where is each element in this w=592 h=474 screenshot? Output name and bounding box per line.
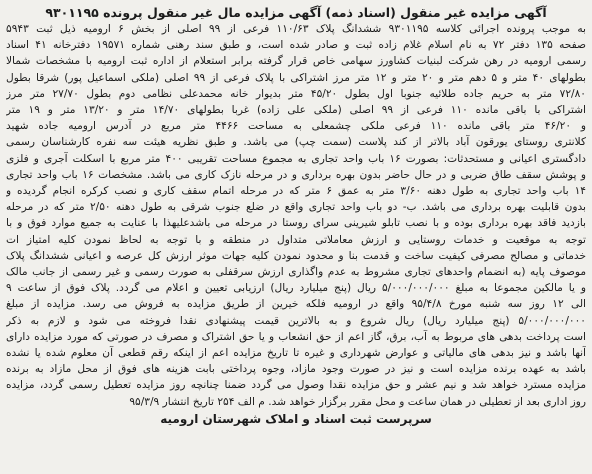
notice-line: خدماتی و مصالح مصرفی کیفیت ساخت و قدمت بنا و محدود نمودن کلیه جهات موثر ارزش کل عرصه و اعیانی ششدانگ پلاک	[6, 249, 586, 262]
notice-line: آنها باشد و نیز بدهی های مالیاتی و عوارض شهرداری و غیره تا تاریخ مزایده اعم از اینکه رقم قطعی آن معلوم شده یا نشده	[6, 347, 586, 360]
notice-line: ۵/۰۰۰/۰۰۰/۰۰۰ (پنج میلیارد ریال) ریال شروع و به بالاترین قیمت پیشنهادی نقدا فروخته می شود و لازم به ذکر	[6, 314, 586, 327]
notice-line: صفحه ۱۳۵ دفتر ۷۲ به نام اسلام غلام زاده ثبت و صادر شده است، و طبق سند رهنی شماره ۱۹۵۷۱ دفترخانه ۴۱ اسناد	[6, 39, 586, 52]
notice-line: رسمی ارومیه در رهن شرکت لبنیات کشاورز سهامی خاص قرار گرفته برابر استعلام از اداره ثبت ارومیه با مشخصات شمالا	[6, 55, 586, 68]
notice-line: اشتراکی با باقی مانده ۱۱۰ فرعی از ۹۹ اصلی (ملکی علی زاده) غربا بطولهای ۱۴/۷۰ متر و ۱۳/۲۰ متر و ۱۹ متر	[6, 104, 586, 117]
notice-line: بدون قابلیت بهره برداری می باشد. ب- دو باب واحد تجاری واقع در ضلع جنوب شرقی به طول دهنه ۲/۵۰ متر که در مرحله	[6, 201, 586, 214]
notice-line: دادگستری اعیانی و مستحدثات: بصورت ۱۶ باب واحد تجاری به مجموع مساحت تقریبی ۴۰۰ متر مربع با اسکلت آجری و فلزی	[6, 152, 586, 165]
notice-line: ۷۲/۸۰ متر به حریم جاده طلائیه جنوبا اول بطول ۴۵/۲۰ متر بدیوار خانه محمدعلی نظامی دوم بطول ۲۷/۷۰ متر مرز	[6, 87, 586, 100]
notice-line: بطولهای ۴۰ متر و ۵ دهم متر و ۲۰ متر و ۱۲ متر مرز اشتراکی با پلاک فرعی از ۹۹ اصلی (ملکی اسماعیل پور) شرقا بطول	[6, 71, 586, 84]
notice-line: روز اداری بعد از تعطیلی در همان ساعت و محل مقرر برگزار خواهد شد. م الف ۲۵۴ تاریخ انتشار ۹۵/۳/۹	[129, 395, 586, 408]
notice-line: به موجب پرونده اجرائی کلاسه ۹۳۰۱۱۹۵ ششدانگ پلاک ۱۱۰/۶۳ فرعی از ۹۹ اصلی از بخش ۶ ارومیه ذیل ثبت ۵۹۴۳	[6, 23, 586, 35]
notice-line: بازدید فاقد بهره برداری بوده و با نصب تابلو شیرینی سرای روستا در مرحله می باشدعلیهذا با عنایت به جمیع موارد فوق و با	[6, 217, 586, 230]
notice-line: و یا مالکین مجموعا به مبلغ ۵/۰۰۰/۰۰۰/۰۰۰ ریال (پنج میلیارد ریال) ارزیابی تعیین و اعلام می گردد. پلاک فوق از ساعت ۹	[6, 282, 586, 295]
notice-line: و ۴۶/۲۰ متر باقی مانده ۱۱۰ فرعی ملکی چشمعلی به مساحت ۴۴۶۶ متر مربع در آدرس ارومیه جاده شهید	[6, 120, 586, 133]
notice-line: ۱۴ باب واحد تجاری به طول دهنه ۳/۶۰ متر به عمق ۶ متر که در مرحله اتمام سقف کاری و نصب کرکره انجام گردیده و	[6, 185, 586, 198]
notice-line: کلانتری روستای یورقون آباد بالاتر از کند پلاست (سمت چپ) می باشد. و طبق نظریه هیئت سه نفره کارشناسان رسمی	[6, 136, 586, 149]
notice-signature: سرپرست ثبت اسناد و املاک شهرستان ارومیه	[160, 411, 432, 426]
notice-line: موصوف پایه (به انضمام واحدهای تجاری مشروط به عدم واگذاری ارزش سرقفلی به صورت رسمی و غیر رسمی از جانب مالک	[6, 266, 586, 279]
notice-line: الی ۱۲ روز سه شنبه مورخ ۹۵/۴/۸ واقع در ارومیه فلکه خیرین از طریق مزایده به فروش می رسد. مزایده از مبلغ	[6, 298, 586, 311]
notice-line: باشد به عهده برنده مزایده است و نیز در صورت وجود مازاد، وجوه پرداختی بابت هزینه های فوق از محل مازاد به برنده	[6, 363, 586, 376]
notice-line: مزایده مسترد خواهد شد و نیم عشر و حق مزایده نقدا وصول می گردد ضمنا چنانچه روز مزایده تعطیل رسمی گردد، مزایده	[6, 379, 586, 392]
notice-title: آگهی مزایده غیر منقول (اسناد ذمه) آگهی مزایده مال غیر منقول پرونده ۹۳۰۱۱۹۵	[45, 5, 547, 20]
notice-line: توجه به موقعیت و خدمات روستایی و ارزش معاملاتی متداول در منطقه و با توجه به لحاظ نمودن کلیه امتیاز ات	[6, 233, 586, 246]
notice-line: است پرداخت بدهی های مربوط به آب، برق، گاز اعم از حق انشعاب و یا حق اشتراک و مصرف در صورتی که مورد مزایده دارای	[6, 330, 586, 343]
notice-line: و پوشش سقف طاق ضربی و در حال حاضر بدون بهره برداری و در مرحله نازک کاری می باشد. مشخصات ۱۶ باب واحد تجاری	[6, 168, 586, 181]
notice-body	[6, 21, 586, 410]
